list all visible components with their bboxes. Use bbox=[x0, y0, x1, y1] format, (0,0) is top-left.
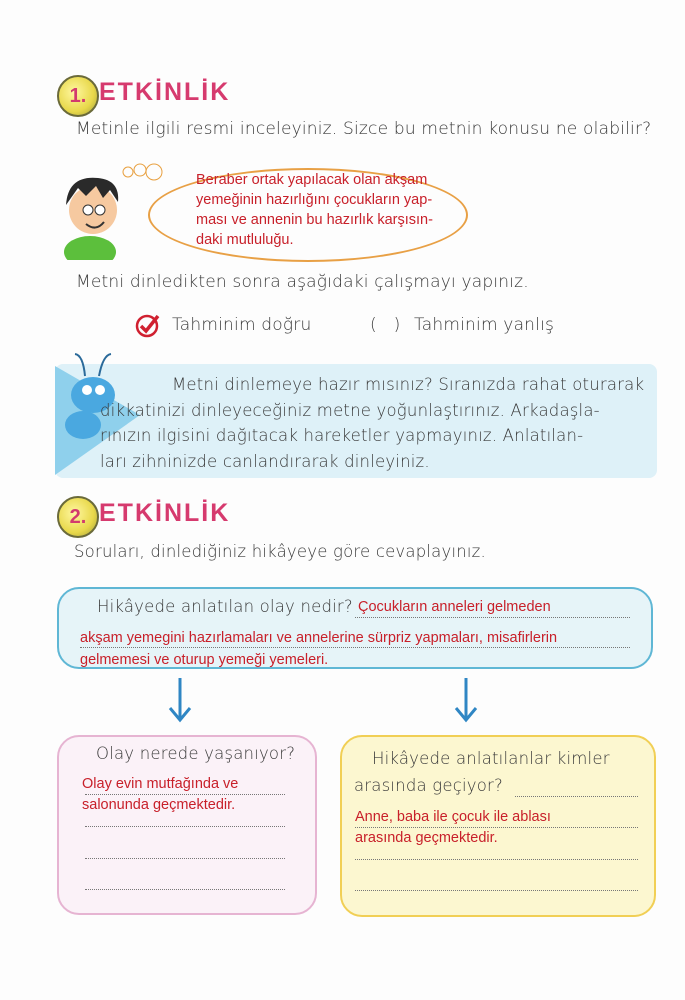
after-listening-text: Metni dinledikten sonra aşağıdaki çalışmayı yapınız. bbox=[76, 272, 529, 292]
activity-number: 2. bbox=[69, 505, 87, 528]
answer-line: Beraber ortak yapılacak olan akşam bbox=[196, 172, 428, 188]
info-text bbox=[78, 372, 644, 474]
answer-line: daki mutluluğu. bbox=[196, 232, 294, 248]
arrow-down-icon bbox=[454, 678, 478, 724]
instruction-text: Soruları, dinlediğiniz hikâyeye göre cevaplayınız. bbox=[74, 542, 486, 561]
answer-line-dotted[interactable] bbox=[85, 842, 285, 859]
activity-number: 1. bbox=[69, 84, 87, 107]
answer-line-dotted[interactable] bbox=[85, 810, 285, 827]
answer-line: yemeğinin hazırlığını çocukların yap- bbox=[196, 192, 433, 208]
answer-line-dotted[interactable] bbox=[355, 843, 638, 860]
option-wrong-checkbox[interactable]: ( ) bbox=[370, 315, 401, 335]
question-who: Hikâyede anlatılanlar kimler bbox=[372, 749, 610, 768]
answer-line: ması ve annenin bu hazırlık karşısın- bbox=[196, 212, 433, 228]
answer-line-dotted[interactable] bbox=[355, 874, 638, 891]
answer-line-dotted[interactable] bbox=[85, 873, 285, 890]
activity-title: ETKİNLİK bbox=[99, 78, 231, 106]
activity-number-badge bbox=[57, 496, 99, 538]
checked-circle-icon[interactable] bbox=[134, 312, 162, 338]
activity-number-badge bbox=[57, 75, 99, 117]
answer-who-line: Anne, baba ile çocuk ile ablası bbox=[355, 809, 551, 825]
option-correct-label: Tahminim doğru bbox=[172, 315, 312, 335]
question-event: Hikâyede anlatılan olay nedir? bbox=[97, 597, 353, 616]
answer-line-dotted[interactable] bbox=[515, 780, 638, 797]
info-line: rınızın ilgisini dağıtacak hareketler yapmayınız. Anlatılan- bbox=[100, 426, 584, 445]
activity-title: ETKİNLİK bbox=[99, 499, 231, 527]
answer-who-line: arasında geçmektedir. bbox=[355, 830, 498, 846]
info-line: ları zihninizde canlandırarak dinleyiniz. bbox=[100, 451, 430, 471]
instruction-text: Metinle ilgili resmi inceleyiniz. Sizce bu metnin konusu ne olabilir? bbox=[76, 119, 652, 139]
answer-event-line: gelmemesi ve oturup yemeği yemeleri. bbox=[80, 652, 329, 668]
answer-place-line: salonunda geçmektedir. bbox=[82, 797, 236, 813]
answer-event-line: akşam yemegini hazırlamaları ve annelerine sürpriz yapmaları, misafirlerin bbox=[80, 630, 558, 646]
question-place: Olay nerede yaşanıyor? bbox=[96, 744, 296, 763]
question-who-line2: arasında geçiyor? bbox=[354, 776, 503, 795]
option-wrong-label: Tahminim yanlış bbox=[414, 315, 555, 335]
answer-place-line: Olay evin mutfağında ve bbox=[82, 776, 239, 792]
arrow-down-icon bbox=[168, 678, 192, 724]
thought-bubble-answer bbox=[196, 170, 433, 250]
info-line: dikkatinizi dinleyeceğiniz metne yoğunlaştırınız. Arkadaşla- bbox=[100, 400, 600, 420]
info-line: Metni dinlemeye hazır mısınız? Sıranızda rahat oturarak bbox=[172, 375, 645, 394]
answer-event-line: Çocukların anneleri gelmeden bbox=[358, 599, 551, 615]
